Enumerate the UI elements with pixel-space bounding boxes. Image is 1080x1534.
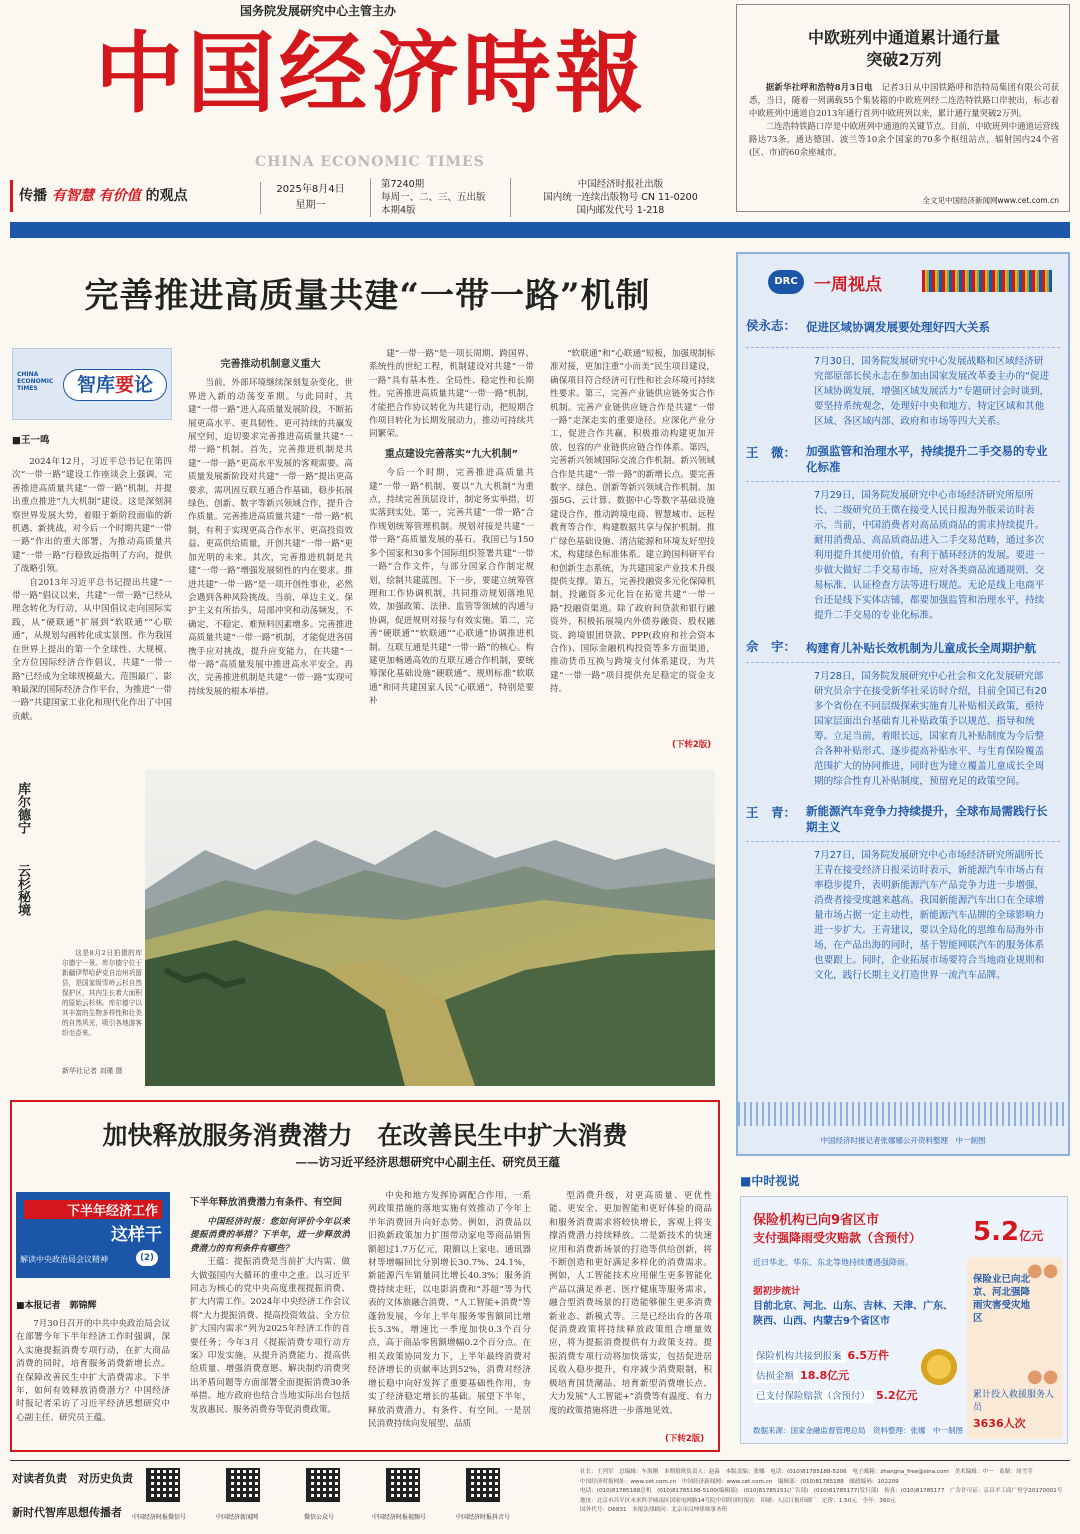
column-logo-name: [63, 369, 167, 401]
second-intro: 7月30日召开的中共中央政治局会议在部署今年下半年经济工作时强调，深入实施提振消费专项行动，在扩大商品消费的同时，培育服务消费新增长点。在保障改善民生中扩大消费需求。下半年，如何有效释放消费潜力？中国经济时报记者采访了习近平经济思想研究中心副主任、研究员王蕴。: [16, 1319, 170, 1423]
cn-number: CN 11-0200: [641, 192, 698, 203]
economic-work-logo: [16, 1192, 170, 1278]
column-logo-en: CHINA ECONOMIC TIMES: [17, 371, 54, 392]
footer-info-1: 社长：王列军 总编辑：车海刚 本期值班负责人：赵淼 本版责编：张娜 电话：(010)81785188-5206 电子邮箱：zhangna_free@sina.com 美术编辑：中一 监制：周雪莹: [580, 1469, 1033, 1475]
weekly-item-1-body: 7月30日，国务院发展研究中心发展战略和区域经济研究部原部长侯永志在参加由国家发展改革委主办的“促进区域协调发展，增强区域发展活力”专题研讨会时谈到，要坚持系统观念，处理好中央和地方、特定区域和其他区域、各区域内部、政府和市场等四大关系。: [746, 347, 1060, 435]
lead-col-1: [12, 456, 172, 752]
footer-slogan-1: [12, 1470, 133, 1486]
column-name-c: 论: [134, 374, 154, 396]
economic-work-logo-b: 这样干: [111, 1225, 162, 1245]
qr-label-3: 微信公众号: [304, 1514, 335, 1521]
slogan-word-b: 有价值: [98, 188, 141, 204]
issue-weekday: 星期一: [295, 200, 326, 211]
column-logo: [12, 348, 172, 420]
vision-row-3: [753, 1387, 918, 1403]
vision-row-1-value: 6.5万件: [847, 1349, 890, 1362]
weekly-item-4-name: 王 青：: [746, 805, 797, 820]
footer-info-2: 中国经济时报网址：www.cet.com.cn 中国经济新闻网：www.cet.com.cn 编辑部：(010)81785188 邮政编码：102209: [580, 1478, 899, 1485]
lead-col-4: [550, 348, 715, 752]
lead-col-2-text: 当前，外部环境继续深刻复杂变化，世界进入新的动荡变革期。与此同时，共建“一带一路”进入高质量发展阶段，不断拓展更高水平、更具韧性、更可持续的共赢发展空间，迫切要求完善推进高质量共建“一带一路”机制。首先，完善推进机制是共建“一带一路”更高水平发展的客观需要。高质量发展新阶段对共建“一带一路”提出更高要求，需巩固互联互通合作基础，稳步拓展绿色、创新、数字等新兴领域合作，提升合作质量。完善推进高质量共建“一带一路”机制，有利于实现更高合作水平、更高投资效益、更高供给质量，开创共建“一带一路”更加光明的未来。其次，完善推进机制是共建“一带一路”增强发展韧性的内在要求。推进共建“一带一路”是一项开创性事业，必然会遇到各种风险挑战。当前，单边主义、保护主义有所抬头，局部冲突和动荡频发，不确定、不稳定、难预料因素增多。完善推进高质量共建“一带一路”机制，才能促进各国携手应对挑战，提升应变能力，在共建“一带一路”高质量发展中推进高水平安全。再次，完善推进机制是共建“一带一路”实现可持续发展的根本举措。: [188, 378, 353, 697]
qr-row: [132, 1468, 570, 1530]
photo-side-title: [12, 782, 30, 834]
lead-col-4-text: “软联通”和“心联通”短板，加强规制标准对接，更加注重“小而美”民生项目建设，确保项目符合经济可行性和社会环境可持续性要求。第三，完善产业链供应链务实合作机制。完善产业链供应链合作是共建“一带一路”走深走实的重要途径。应深化产业分工，促进合作共赢，积极推动构建更加开放、包容的产业链供应链合作体系。第四，完善新兴领域国际交流合作机制。新兴领域合作是共建“一带一路”的新增长点。要完善数字、绿色、创新等新兴领域合作机制。加强5G、云计算、数据中心等数字基础设施建设合作，推动跨境电商、智慧城市、远程教育等合作，构建数据共享与保护机制。推广绿色基础设施、清洁能源和环境友好型技术，构建绿色标准体系。建立跨国科研平台和创新生态系统，为共建国家产业技术升级提供支撑。第五，完善投融资多元化保障机制。投融资多元化旨在拓宽共建“一带一路”投融资渠道。除了政府间贷款和银行融资外，积极拓展境内外债券融资、股权融资、跨境银团贷款、PPP(政府和社会资本合作)、国际金融机构投资等多方面渠道，推动货币互换与跨境支付体系建设，为共建“一带一路”项目提供充足稳定的资金支持。: [550, 349, 715, 695]
top-news-p1: 记者3日从中国铁路呼和浩特局集团有限公司获悉，当日，随着一列满载55个集装箱的中欧班列经二连浩特铁路口岸驶出，标志着中欧班列中通道自2013年通行首列中欧班列以来，累计通行量突破2万列。: [749, 82, 1059, 118]
cn-label: 国内统一连续出版物号: [543, 192, 639, 203]
qr-code-3[interactable]: [306, 1468, 340, 1502]
qr-label-2: 中国经济新闻网: [216, 1514, 259, 1521]
issue-schedule: 每周一、二、三、五出版: [381, 192, 486, 203]
qr-label-5: 中国经济时报抖音号: [456, 1514, 511, 1521]
footer-info-5: 国外代号：D6831 本报法律顾问：北京市汉坤律师事务所: [580, 1507, 728, 1514]
issue-pages: 本期4版: [381, 205, 416, 216]
weekly-item-2: [746, 443, 1060, 629]
lead-intro: 2024年12月，习近平总书记在第四次“一带一路”建设工作座谈会上强调，完善推进高质量共建“一带一路”机制，并提出重点推进“九大机制”建设。这是深刻洞察世界发展大势，着眼于新阶段面临的新机遇、新挑战，对今后一个时期共建“一带一路”作出的重大部署，为推动高质量共建“一带一路”行稳致远指明了方向，提供了战略引领。: [12, 457, 172, 575]
slogan-suffix: 的观点: [145, 188, 188, 204]
photo-caption-text: 这是8月2日拍摄的库尔德宁一景。库尔德宁位于新疆伊犁哈萨克自治州巩留县，是国家级雪岭云杉自然保护区，其内生长着大面积的原始云杉林。库尔德宁以其丰富的生物多样性和壮美的自然风光，吸引各地游客纷至沓来。: [62, 949, 142, 1037]
second-article-author: ■本报记者 郭锦辉: [16, 1301, 97, 1311]
weekly-item-2-name: 王 微：: [746, 445, 797, 460]
lead-subheading-1: 完善推动机制意义重大: [220, 359, 321, 370]
vision-row-2: [753, 1367, 849, 1383]
photo-side-title-2: [12, 864, 30, 916]
vision-row-1: [753, 1347, 889, 1363]
vision-panel: [740, 1196, 1068, 1444]
lead-subheading-2: 重点建设完善落实“九大机制”: [384, 448, 519, 460]
vision-data-label: 据初步统计: [753, 1286, 801, 1297]
date-block: [260, 182, 360, 214]
footer-info: [580, 1468, 1070, 1532]
column-name-b: 要: [114, 374, 134, 396]
second-answer: 王蕴：提振消费是当前扩大内需、做大做强国内大循环的重中之重。以习近平同志为核心的党中央高度重视提振消费、扩大内需工作。2024年中央经济工作会议将“大力提振消费、提高投资效益、全方位扩大国内需求”列为2025年经济工作的首要任务；今年3月《提振消费专项行动方案》印发实施，从提升消费能力、提高供给质量、增强消费意愿、解决制约消费突出矛盾问题等方面部署全面提振消费30条举措。地方政府也结合当地实际出台包括发放惠民、服务消费券等促消费政策。: [190, 1257, 350, 1415]
newspaper-title: 中国经济時報: [95, 21, 648, 125]
vision-provinces: 目前北京、河北、山东、吉林、天津、广东、陕西、山西、内蒙古9个省区市: [753, 1301, 953, 1327]
lead-intro-2: 自2013年习近平总书记提出共建“一带一路”倡议以来，共建“一带一路”已经从理念转化为行动，从中国倡议走向国际实践，从“硬联通”扩展到“软联通”“心联通”，从规划勾画转化成实景图。作为我国在世界上提出的第一个全球性、大规模、全方位国际经济合作倡议，共建“一带一路”已经成为全球规模最大、范围最广、影响最深的国际经济合作平台，为推进“一带一路”共建国家工业化和现代化作出了中国贡献。: [12, 577, 172, 722]
newspaper-title-en: CHINA ECONOMIC TIMES: [255, 154, 485, 170]
footer-info-4: 地址：北京市昌平区未来科学城南区国家电网路14号院中国经济时报社 印刷：人民日报印刷厂 定价：1.50元 全年：360元: [580, 1497, 896, 1504]
photo-credit: 新华社记者 刘瑾 摄: [62, 1067, 123, 1075]
weekly-color-bar: [922, 270, 1052, 292]
second-col-4: [549, 1190, 712, 1446]
issue-number: 第7240期: [381, 179, 425, 190]
qr-code-1[interactable]: [146, 1468, 180, 1502]
weekly-item-1-title: 促进区域协调发展要处理好四大关系: [806, 320, 990, 334]
weekly-item-4: [746, 803, 1060, 989]
economic-work-logo-c: 解读中央政治局会议精神: [20, 1255, 108, 1264]
top-news-source: 全文见中国经济新闻网www.cet.com.cn: [922, 196, 1059, 205]
lead-col-3-text-b: 今后一个时期，完善推进高质量共建“一带一路”机制，要以“九大机制”为重点，持续完善顶层设计，制定务实举措，切实落到实处。第一，完善共建“一带一路”合作规划统筹管理机制。规划对接是共建“一带一路”高质量发展的基石。我国已与150多个国家和30多个国际组织签署共建“一带一路”合作文件，与部分国家合作制定规划，绘制共建蓝图。下一步，要建立统筹管理和工作协调机制，共同推动规划落地见效，加强政策、法律、监管等领域的沟通与协调，促进规则对接与有效实施。第二，完善“硬联通”“软联通”“心联通”协调推进机制。互联互通是共建“一带一路”的核心。构建更加畅通高效的互联互通合作机制，要统筹深化基础设施“硬联通”、规则标准“软联通”和同共建国家人民“心联通”，特别是要补: [369, 468, 534, 707]
second-col-2: [190, 1190, 350, 1446]
second-subheading: 下半年释放消费潜力有条件、有空间: [190, 1197, 343, 1208]
weekly-item-1-name: 侯永志：: [746, 318, 797, 333]
landscape-photo-svg: [145, 770, 715, 1086]
weekly-credit: 中国经济时报记者张娜娜公开资料整理 中一制图: [820, 1136, 986, 1145]
weekly-item-3-body: 7月28日，国务院发展研究中心社会和文化发展研究部研究员佘宇在接受新华社采访时介绍，目前全国已有20多个省份在不同层级探索实施育儿补贴相关政策，亟待国家层面出台基础育儿补贴政策予以规范、指导和统筹。立足当前，着眼长远，国家育儿补贴制度为今后整合各种补贴形式、逐步提高补贴水平、与生育保险覆盖范围扩大的协同推进，同时也为建立覆盖儿童成长全周期的综合性育儿补贴制度，预留充足的政策空间。: [746, 662, 1060, 795]
weekly-item-1: [746, 316, 1060, 435]
lead-col-2: [188, 352, 353, 752]
footer-slogan-2: 新时代智库思想传播者: [12, 1506, 122, 1519]
vision-row-2-value: 18.8亿元: [800, 1369, 850, 1382]
lead-jump-link[interactable]: (下转2版): [672, 740, 712, 750]
footer-rule: [10, 1460, 1070, 1461]
issue-date: 2025年8月4日: [276, 184, 345, 195]
lead-article-title: 完善推进高质量共建“一带一路”机制: [84, 276, 651, 316]
weekly-wave-decor: [738, 1102, 1068, 1126]
vision-region-note: 近日华北、华东、东北等地持续遭遇强降雨。: [753, 1258, 913, 1267]
coin-stack-icon: [917, 1347, 961, 1387]
photo-caption: [62, 948, 142, 1058]
slogan: [10, 180, 245, 212]
vision-side-2-value: 3636人次: [973, 1417, 1026, 1430]
vision-label: ■中时视说: [740, 1174, 800, 1188]
weekly-item-2-title: 加强监管和治理水平，持续提升二手交易的专业化标准: [806, 444, 1048, 474]
qr-label-1: 中国经济时报微信号: [132, 1514, 187, 1521]
weekly-item-3-title: 构建育儿补贴长效机制为儿童成长全周期护航: [806, 641, 1036, 655]
column-name-a: 智库: [76, 374, 115, 396]
weekly-header: [746, 254, 1060, 308]
vision-title-a: 保险机构已向9省区市: [753, 1213, 880, 1228]
vision-big-value: 5.2: [973, 1217, 1020, 1247]
second-col-3: [368, 1190, 531, 1446]
economic-work-logo-num: (2): [136, 1250, 158, 1266]
economic-work-logo-a: 下半年经济工作: [24, 1200, 162, 1219]
photo-side-title-a: 库尔德宁: [15, 782, 30, 834]
header-rule: [10, 222, 1070, 238]
vision-row-2-label: 估损金额: [753, 1370, 797, 1383]
footer-slogan-1a: 对读者负责: [12, 1472, 67, 1485]
weekly-item-3: [746, 637, 1060, 795]
qr-code-4[interactable]: [386, 1468, 420, 1502]
second-col-4-text: 型消费升级，对更高质量、更优性能、更安全、更加智能和更好体验的商品和服务消费需求将较快增长，客观上将支撑消费潜力持续释放。二是新技术的快速应用和消费新场景的打造等供给创新，将不断创造和更好满足多样化的消费需求。例如，人工智能技术应用催生更多智能化产品以满足养老、医疗健康等服务需求，融合型消费场景的打造能够催生更多消费新业态、新模式等。三是已经出台的各项促消费政策将持续释放政策组合增量效应，将为提振消费提供有力政策支持。提振消费专项行动将加快落实，包括促进居民收入稳步提升，有序减少消费限制，积极培育国货潮品、培育新型消费增长点、大力发展“人工智能+”消费等有温度、有力度的政策措施将进一步落地见效。: [549, 1191, 712, 1416]
vision-row-1-label: 保险机构共接到报案: [753, 1350, 845, 1363]
people-icon: ●●: [1027, 1260, 1059, 1281]
lead-article-author: ■王一鸣: [12, 435, 50, 446]
top-news-title-2: 突破2万列: [866, 50, 942, 69]
footer-slogan-1b: 对历史负责: [78, 1472, 133, 1485]
top-news-lead: 据新华社呼和浩特8月3日电: [765, 82, 873, 92]
slogan-prefix: 传播: [19, 188, 47, 204]
masthead-info-bar: [10, 176, 725, 216]
drc-badge: DRC: [768, 270, 804, 294]
weekly-item-4-title: 新能源汽车竞争力持续提升，全球布局需践行长期主义: [806, 804, 1048, 834]
second-jump-link[interactable]: (下转2版): [665, 1434, 705, 1444]
second-col-3-text: 中央和地方发挥协调配合作用，一系列政策措施的落地实施有效推动了今年上半年消费回升向好态势。例如，消费品以旧换新政策加力扩围带动家电等商品销售额超过1.7万亿元，限额以上家电、通讯器材等增幅回比分别增长30.7%、24.1%，新能源汽车销量同比增长40.3%；服务消费持续走旺，以电影消费和“苏超”等为代表的文体旅融合消费、“人工智能+消费”等蓬勃发展，今年上半年服务零售额同比增长5.3%，增速比一季度加快0.3个百分点，高于商品零售额增幅0.2个百分点。在相关政策协同发力下，上半年最终消费对经济增长的贡献率达到52%，消费对经济增长稳中向好发挥了重要基础性作用，夯实了经济稳定增长的基础。展望下半年，释放消费潜力，有条件、有空间。一是居民消费持续向发展型、品质: [368, 1191, 531, 1429]
top-news-p2: 二连浩特铁路口岸是中欧班列中通道的关键节点。目前，中欧班列中通道运营线路达73条，通达德国、波兰等10余个国家的70多个枢纽站点，辐射国内24个省(区、市)的60余座城市。: [749, 121, 1059, 157]
vision-side-box: [967, 1257, 1063, 1439]
second-article-subtitle: ——访习近平经济思想研究中心副主任、研究员王蕴: [295, 1155, 560, 1169]
publisher: 中国经济时报社出版: [577, 179, 664, 190]
post-code: 1-218: [636, 205, 665, 216]
vision-big-unit: 亿元: [1019, 1229, 1044, 1243]
vision-title-b: 支付强降雨受灾赔款（含预付）: [753, 1231, 922, 1245]
landscape-photo: [145, 770, 715, 1086]
people-icon-2: ●●: [1027, 1366, 1059, 1387]
top-news-box: [736, 4, 1070, 212]
weekly-view-panel: [736, 252, 1070, 1156]
vision-source: 数据来源：国家金融监督管理总局 资料整理：张娜 中一制图: [753, 1426, 963, 1435]
vision-big-number: [973, 1217, 1043, 1247]
issue-block: [370, 178, 500, 217]
qr-code-2[interactable]: [226, 1468, 260, 1502]
weekly-item-2-body: 7月29日，国务院发展研究中心市场经济研究所原所长、二级研究员王微在接受人民日报海外版采访时表示，当前，中国消费者对高品质商品的需求持续提升。耐用消费品、高品质商品进入二手交易范畴，通过多次利用提升其使用价值，有利于循环经济的发展。要进一步做大做好二手交易市场，应对各类商品流通规则、交易标准、认证检查方法等进行规范。无论是线上电商平台还是线下实体店铺，都要加强监管和治理水平，持续提升二手交易的专业化标准。: [746, 481, 1060, 629]
second-question: 中国经济时报：您如何评价今年以来提振消费的举措？下半年，进一步释放消费潜力的有利条件有哪些？: [190, 1217, 350, 1254]
weekly-item-4-body: 7月27日，国务院发展研究中心市场经济研究所副所长王青在接受经济日报采访时表示，新能源汽车市场占有率稳步提升，表明新能源汽车产品竞争力进一步增强，消费者接受度越来越高。我国新能源汽车出口在全球增量市场占据一定主动性，新能源汽车品牌的全球影响力进一步扩大。王青建议，要以全局化的思维布局海外市场，在产品出海的同时，基于智能网联汽车的服务体系也要跟上。同时，企业拓展市场要符合当地商业规则和文化，践行长期主义打造世界一流汽车品牌。: [746, 841, 1060, 989]
weekly-title: 一周视点: [814, 275, 882, 295]
qr-code-5[interactable]: [466, 1468, 500, 1502]
second-col-1: [16, 1318, 170, 1444]
top-news-body: [749, 81, 1059, 193]
vision-row-3-value: 5.2亿元: [876, 1389, 918, 1402]
post-label: 国内邮发代号: [576, 205, 634, 216]
vision-row-3-label: 已支付保险赔款（含预付）: [753, 1390, 873, 1403]
top-news-title-1: 中欧班列中通道累计通行量: [807, 28, 1000, 47]
weekly-item-3-name: 佘 宇：: [746, 639, 797, 654]
lead-col-3-text: 建“一带一路”是一项长周期、跨国界、系统性的世纪工程，机制建设对共建“一带一路”具有基本性、全局性、稳定性和长期性。完善推进高质量共建“一带一路”机制，才能把合作协议转化为共建行动，把短期合作项目转化为长期发展动力，推动可持续共同繁荣。: [369, 349, 534, 440]
lead-col-3: [369, 348, 534, 752]
footer-info-3: 电话：(010)81785188总机 (010)81785188-5100(编辑部) (010)81785151(广告部) (010)81785177(发行部) 传真：(010)81785177 广告许可证：京昌平工商广登字20170001号: [580, 1488, 1063, 1495]
slogan-word-a: 有智慧: [51, 188, 94, 204]
publisher-block: [510, 178, 720, 217]
photo-side-title-b: 云杉秘境: [15, 864, 30, 916]
qr-label-4: 中国经济时报视频号: [372, 1514, 427, 1521]
vision-side-2-label: 累计投入救援服务人员: [973, 1390, 1055, 1413]
supervisor-line: 国务院发展研究中心主管主办: [240, 4, 397, 18]
vision-side-1: 保险业已向北京、河北强降雨灾害受灾地区: [973, 1274, 1031, 1324]
second-article-title: 加快释放服务消费潜力 在改善民生中扩大消费: [102, 1121, 628, 1150]
